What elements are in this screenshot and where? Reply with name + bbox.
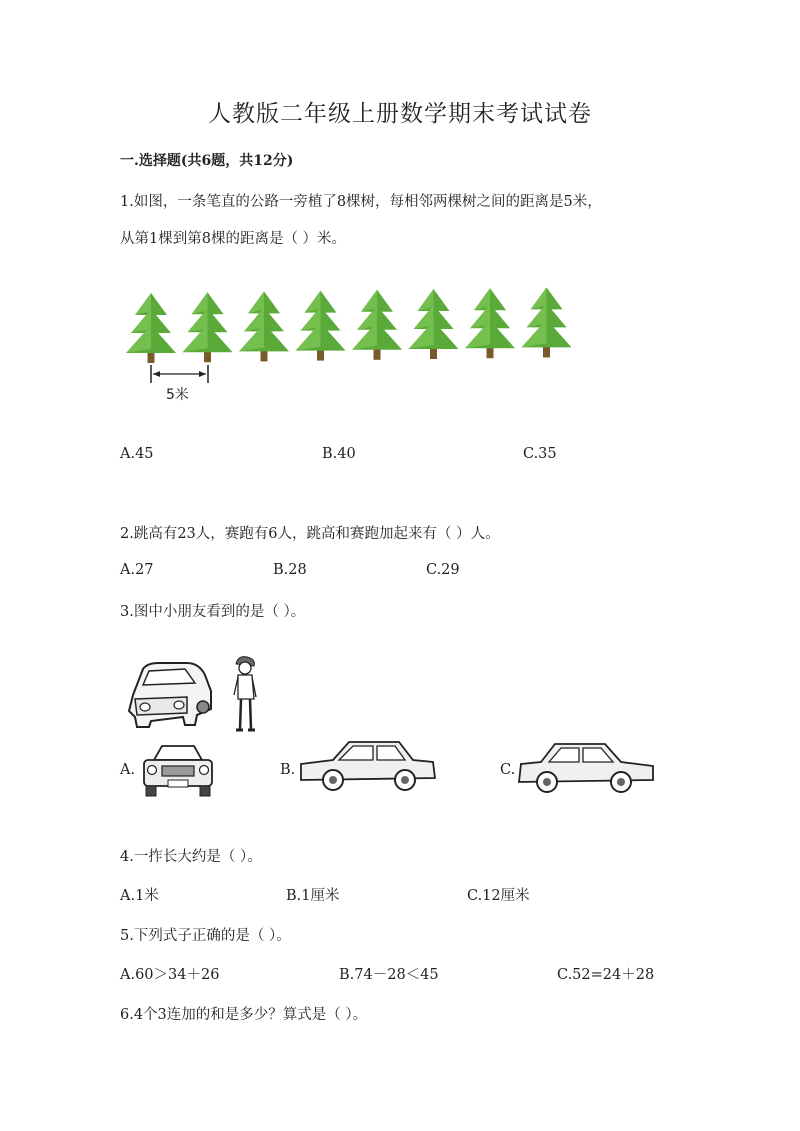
tree-group	[126, 287, 572, 363]
q2-option-b[interactable]: B.28	[273, 562, 307, 578]
q2-option-c[interactable]: C.29	[426, 562, 460, 578]
tree-5	[352, 290, 402, 360]
child-figure-image	[230, 655, 262, 735]
q4-option-a[interactable]: A.1米	[120, 888, 159, 904]
q1-option-a[interactable]: A.45	[120, 446, 154, 462]
tree-row-figure	[118, 283, 578, 408]
tree-4	[296, 291, 346, 361]
q3-option-b[interactable]: B.	[280, 762, 296, 778]
q3-option-c[interactable]: C.	[500, 762, 516, 778]
question-5: 5.下列式子正确的是（ ）。	[120, 928, 291, 944]
q5-option-a[interactable]: A.60＞34＋26	[120, 967, 220, 983]
q5-option-b[interactable]: B.74－28＜45	[339, 967, 439, 983]
section-heading: 一.选择题(共6题，共12分)	[120, 153, 294, 169]
distance-label: 5米	[166, 387, 189, 403]
question-1-line-2: 从第1棵到第8棵的距离是（ ）米。	[120, 231, 347, 247]
q1-option-c[interactable]: C.35	[523, 446, 557, 462]
question-1-line-1: 1.如图，一条笔直的公路一旁植了8棵树，每相邻两棵树之间的距离是5米，	[120, 194, 602, 210]
q2-option-a[interactable]: A.27	[120, 562, 154, 578]
tree-1	[126, 293, 176, 363]
car-side-view-b-image[interactable]	[297, 738, 439, 793]
tree-8	[522, 287, 572, 357]
q4-option-c[interactable]: C.12厘米	[467, 888, 530, 904]
tree-3	[239, 291, 289, 361]
marker-arrow-right	[199, 371, 206, 377]
question-2: 2.跳高有23人，赛跑有6人，跳高和赛跑加起来有（ ）人。	[120, 526, 500, 542]
car-front-view-image[interactable]	[140, 742, 215, 800]
tree-7	[465, 288, 515, 358]
car-perspective-image	[125, 655, 215, 730]
marker-arrow-left	[153, 371, 160, 377]
q3-option-a[interactable]: A.	[120, 762, 136, 778]
page-title: 人教版二年级上册数学期末考试试卷	[208, 101, 592, 127]
tree-2	[183, 292, 233, 362]
question-4: 4.一拃长大约是（ ）。	[120, 849, 262, 865]
q5-option-c[interactable]: C.52=24＋28	[557, 967, 655, 983]
question-3: 3.图中小朋友看到的是（ ）。	[120, 604, 306, 620]
q4-option-b[interactable]: B.1厘米	[286, 888, 340, 904]
tree-6	[409, 289, 459, 359]
car-side-view-c-image[interactable]	[515, 740, 657, 795]
question-6: 6.4个3连加的和是多少？算式是（ ）。	[120, 1007, 368, 1023]
q1-option-b[interactable]: B.40	[322, 446, 356, 462]
